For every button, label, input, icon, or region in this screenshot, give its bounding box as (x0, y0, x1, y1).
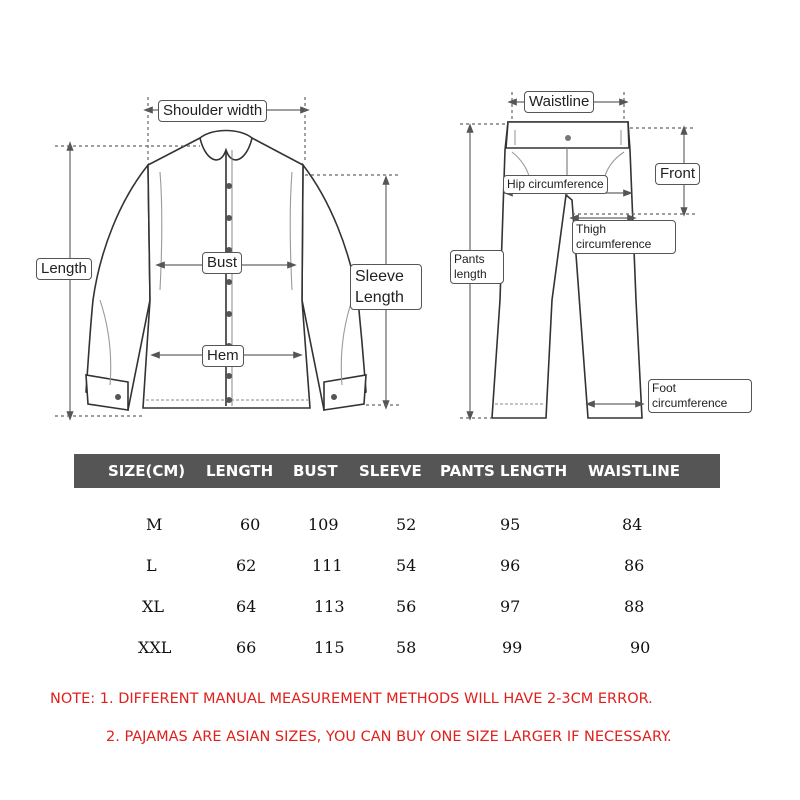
cell-bust: 109 (308, 515, 339, 534)
cell-sleeve: 52 (396, 515, 417, 534)
header-sleeve: SLEEVE (359, 462, 422, 480)
header-length: LENGTH (206, 462, 274, 480)
cell-pants-length: 96 (500, 556, 521, 575)
cell-length: 60 (240, 515, 261, 534)
table-row (74, 625, 720, 666)
length-label: Length (36, 258, 92, 280)
pants-drawing (492, 122, 642, 418)
header-size: SIZE(CM) (108, 462, 186, 480)
cell-length: 64 (236, 597, 257, 616)
cell-waistline: 90 (630, 638, 651, 657)
cell-pants-length: 99 (502, 638, 523, 657)
cell-bust: 113 (314, 597, 345, 616)
bust-label: Bust (202, 252, 242, 274)
header-waistline: WAISTLINE (588, 462, 681, 480)
shoulder-width-label: Shoulder width (158, 100, 267, 122)
size-table (74, 454, 720, 666)
sleeve-length-label: Sleeve Length (350, 264, 422, 310)
cell-length: 62 (236, 556, 257, 575)
note-line-2: 2. PAJAMAS ARE ASIAN SIZES, YOU CAN BUY ONE SIZE LARGER IF NECESSARY. (106, 729, 672, 745)
cell-length: 66 (236, 638, 257, 657)
table-header (74, 454, 720, 488)
table-row (74, 543, 720, 584)
table-row (74, 502, 720, 543)
note-line-1: NOTE: 1. DIFFERENT MANUAL MEASUREMENT METHODS WILL HAVE 2-3CM ERROR. (50, 691, 653, 707)
cell-pants-length: 95 (500, 515, 521, 534)
front-label: Front (655, 163, 700, 185)
cell-waistline: 84 (622, 515, 643, 534)
cell-size: M (146, 515, 163, 534)
cell-sleeve: 58 (396, 638, 417, 657)
hip-circumference-label: Hip circumference (503, 175, 608, 194)
cell-sleeve: 56 (396, 597, 417, 616)
hem-label: Hem (202, 345, 244, 367)
cell-size: XXL (138, 638, 172, 657)
header-pants-length: PANTS LENGTH (440, 462, 568, 480)
cell-waistline: 88 (624, 597, 645, 616)
cell-pants-length: 97 (500, 597, 521, 616)
waistline-label: Waistline (524, 91, 594, 113)
foot-circumference-label: Foot circumference (648, 379, 752, 413)
thigh-circumference-label: Thigh circumference (572, 220, 676, 254)
cell-size: L (146, 556, 157, 575)
header-bust: BUST (293, 462, 338, 480)
cell-sleeve: 54 (396, 556, 417, 575)
table-row (74, 584, 720, 625)
pants-length-label: Pants length (450, 250, 504, 284)
cell-waistline: 86 (624, 556, 645, 575)
cell-bust: 111 (312, 556, 343, 575)
cell-size: XL (142, 597, 165, 616)
cell-bust: 115 (314, 638, 345, 657)
